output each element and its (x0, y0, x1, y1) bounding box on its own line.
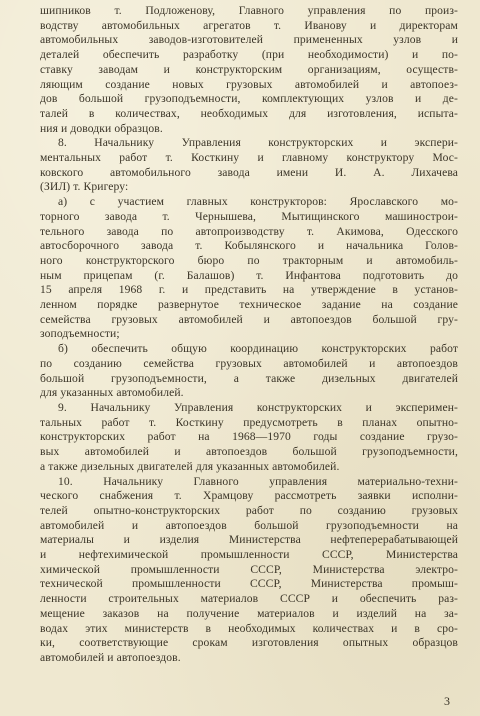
text-line: ленном порядке развернутое техническое задание на создание (40, 298, 458, 312)
text-line: дов большой грузоподъемности, комплектующих узлов и де- (40, 92, 458, 106)
text-line: ки, соответствующие срокам изготовления опытных образцов (40, 636, 458, 650)
text-line: водству автомобильных агрегатов т. Иванову и директорам (40, 18, 458, 32)
text-line: ставку заводам и конструкторским организациям, осуществ- (40, 62, 458, 76)
text-line: ным прицепам (г. Балашов) т. Инфантова подготовить до (40, 268, 458, 282)
paragraph-item-8 (40, 136, 458, 195)
paragraph-continuation (40, 4, 458, 136)
text-line: б) обеспечить общую координацию конструкторских работ (58, 342, 458, 356)
text-line: 9. Начальнику Управления конструкторских и эксперимен- (58, 400, 458, 414)
text-line: торного завода т. Чернышева, Мытищинского машинострои- (40, 209, 458, 223)
text-line: а также дизельных двигателей для указанных автомобилей. (40, 459, 340, 473)
text-line: тельного завода по автопроизводству т. Акимова, Одесского (40, 224, 458, 238)
text-line: шипников т. Подложенову, Главного управления по произ- (40, 4, 458, 17)
text-line: мещение заказов на получение материалов и изделий на за- (40, 606, 458, 620)
text-line: ного конструкторского бюро по тракторным и автомобиль- (40, 253, 458, 267)
text-line: 10. Начальнику Главного управления материально-техни- (58, 474, 458, 488)
text-line: большой грузоподъемности, а также дизельных двигателей (40, 371, 458, 385)
text-line: ковского автомобильного завода имени И. А. Лихачева (40, 165, 458, 179)
text-line: ленности строительных материалов СССР и обеспечить раз- (40, 592, 458, 606)
text-line: семейства грузовых автомобилей и автопоездов большой гру- (40, 312, 458, 326)
text-line: талей в количествах, необходимых для изготовления, испыта- (40, 106, 458, 120)
text-line: зоподъемности; (40, 327, 120, 341)
text-line: автомобилей и автопоездов. (40, 650, 181, 664)
text-line: автомобильных заводов-изготовителей примененных узлов и (40, 33, 458, 47)
text-line: водах этих министерств в необходимых количествах и в сро- (40, 621, 458, 635)
text-line: по созданию семейства грузовых автомобилей и автопоездов (40, 356, 458, 370)
text-line: ментальных работ т. Косткину и главному конструктору Мос- (40, 151, 458, 165)
text-line: 8. Начальнику Управления конструкторских и экспери- (58, 136, 458, 150)
paragraph-item-8a (40, 195, 458, 342)
paragraph-item-8b (40, 342, 458, 401)
text-line: ния и доводки образцов. (40, 121, 163, 135)
paragraph-item-10 (40, 475, 458, 666)
text-line: химической промышленности СССР, Министерства электро- (40, 562, 458, 576)
text-line: технической промышленности СССР, Министерства промыш- (40, 577, 458, 591)
text-line: деталей обеспечить разработку (при необходимости) и по- (40, 48, 458, 62)
text-line: вых автомобилей и автопоездов большой грузоподъемности, (40, 445, 458, 459)
text-line: а) с участием главных конструкторов: Ярославского мо- (58, 195, 458, 209)
text-line: автомобилей и автопоездов большой грузоподъемности на (40, 518, 458, 532)
page-number: 3 (444, 694, 450, 708)
text-line: 15 апреля 1968 г. и представить на утверждение в установ- (40, 283, 458, 297)
text-line: ляющим создание новых грузовых автомобилей и автопоез- (40, 77, 458, 91)
text-line: для указанных автомобилей. (40, 386, 184, 400)
text-line: конструкторских работ на 1968—1970 годы создание грузо- (40, 430, 458, 444)
text-line: материалы и изделия Министерства нефтеперерабатывающей (40, 533, 458, 547)
text-line: и нефтехимической промышленности СССР, Министерства (40, 548, 458, 562)
text-line: тальных работ т. Косткину предусмотреть в планах опытно- (40, 415, 458, 429)
text-line: (ЗИЛ) т. Кригеру: (40, 180, 129, 194)
text-line: телей опытно-конструкторских работ по созданию грузовых (40, 503, 458, 517)
paragraph-item-9 (40, 401, 458, 475)
text-line: ческого снабжения т. Храмцову рассмотреть заявки исполни- (40, 489, 458, 503)
text-line: автосборочного завода т. Кобылянского и начальника Голов- (40, 239, 458, 253)
